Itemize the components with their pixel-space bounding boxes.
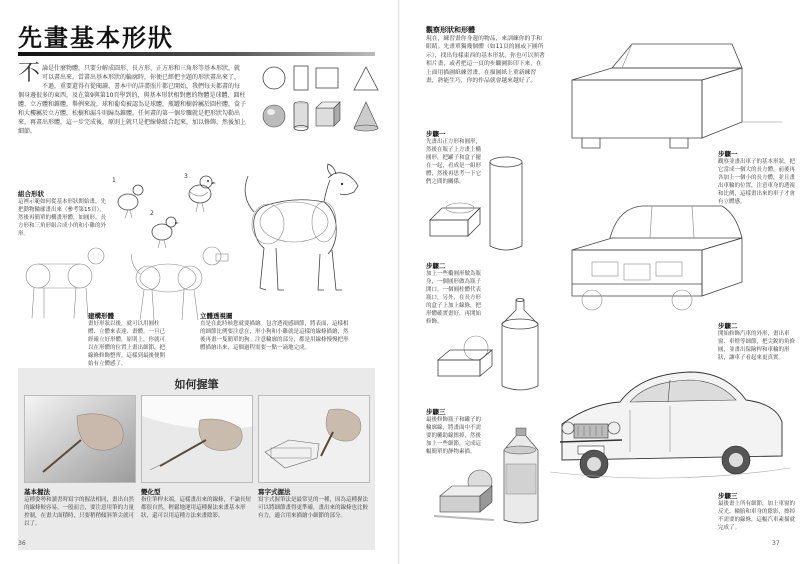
perspective-heading: 立體透視圖 bbox=[200, 312, 233, 320]
circle-shape bbox=[263, 67, 285, 89]
car-step-1-heading: 步驟一 bbox=[718, 150, 738, 158]
dog-perspective-drawing bbox=[232, 160, 372, 310]
svg-text:3: 3 bbox=[184, 173, 188, 180]
drop-cap: 不 bbox=[18, 61, 41, 86]
grip-basic-text: 這種姿勢和讀書時寫字的握法相同，畫出自然的線條較容易。一般而言，要注意用筆的力量控制，在畫大面積時，只要稍稍傾斜筆尖就可以了。 bbox=[24, 497, 135, 527]
combine-shapes-caption bbox=[18, 190, 106, 238]
grip-basic-heading: 基本握法 bbox=[24, 488, 50, 496]
chick-step-3 bbox=[189, 176, 216, 212]
car-step-2-heading: 步驟二 bbox=[718, 322, 738, 330]
grip-variation-heading: 變化型 bbox=[141, 488, 161, 496]
dog-shapes-sketch bbox=[26, 248, 104, 318]
car-step-3-heading: 步驟三 bbox=[718, 492, 738, 500]
still-life-step-3-drawing bbox=[420, 420, 545, 530]
page-number-left: 36 bbox=[18, 540, 26, 547]
car-step-1-caption bbox=[718, 150, 798, 206]
still-life-step-2-drawing bbox=[420, 290, 545, 400]
dog-forms-sketch bbox=[132, 247, 228, 320]
intro-paragraph bbox=[18, 61, 247, 136]
cylinder-form bbox=[294, 102, 308, 131]
car-step-1-text: 觀察並畫出車子的基本形狀，把它當成一個大的長方體，前後再各加上一個小的長方體，並且畫出車輪的位置，注意車身的透視和比例，這樣畫出來的車子才會有立體感。 bbox=[718, 159, 796, 205]
page-number-right: 37 bbox=[772, 540, 780, 547]
right-page bbox=[400, 0, 800, 564]
observe-heading: 觀察形狀和形體 bbox=[426, 26, 475, 34]
still-life-step-1-drawing bbox=[420, 150, 545, 260]
rectangle-shape bbox=[294, 66, 308, 90]
combine-shapes-text: 這裡示範如何從基本形狀開始畫，先把動物輪廓畫出來（參考第15頁），然後再簡單的構畫形體，如圓形、長方形和三角形組合成小的和小雞的外形。 bbox=[18, 199, 107, 237]
grip-writing-text: 寫字式握筆法是最常見的一種，因為這種握法可以將細節畫得更準確，畫出來的線條也比較有力，適合用來描繪小細節的部分。 bbox=[258, 497, 369, 519]
still-life-step-2-heading: 步驟二 bbox=[426, 262, 446, 270]
svg-text:1: 1 bbox=[112, 177, 116, 184]
still-life-step-1-heading: 步驟一 bbox=[426, 130, 446, 138]
pencil-grip-box bbox=[18, 368, 375, 550]
cube-form bbox=[316, 102, 340, 126]
construct-forms-caption bbox=[88, 312, 168, 368]
grip-basic-caption bbox=[24, 488, 136, 528]
svg-text:2: 2 bbox=[150, 210, 154, 217]
car-step-3-drawing bbox=[550, 360, 790, 500]
triangle-shape bbox=[354, 67, 378, 90]
page-title: 先畫基本形狀 bbox=[18, 24, 174, 52]
cone-form bbox=[354, 102, 378, 131]
grip-photo-variation bbox=[141, 395, 253, 483]
still-life-step-3-heading: 步驟三 bbox=[426, 408, 446, 416]
grip-photo-writing bbox=[258, 395, 370, 483]
grip-writing-heading: 寫字式握法 bbox=[258, 488, 291, 496]
grip-variation-caption bbox=[141, 488, 253, 520]
basic-shapes-illustration bbox=[258, 64, 378, 144]
still-life-step-2-text: 加上一些橢圓形做為瓶身，一個圓形做為瓶子開口，一個圓柱體代表瓶口，另外，在長方形的盒子上加上線條，把形體確實畫好，再開始修飾。 bbox=[426, 271, 482, 325]
car-step-3-caption bbox=[718, 492, 798, 532]
grip-writing-caption bbox=[258, 488, 370, 520]
car-step-2-caption bbox=[718, 322, 798, 362]
perspective-caption bbox=[200, 312, 350, 352]
car-step-3-text: 最後畫上所有細節，加上車窗的反光、輪胎和車身的陰影，擦掉不需要的線條，這幅汽車素描就完成了。 bbox=[718, 501, 796, 531]
construct-forms-heading: 建構形體 bbox=[88, 312, 114, 320]
square-shape bbox=[316, 68, 338, 88]
sphere-form bbox=[263, 105, 285, 127]
title-underline bbox=[18, 52, 375, 56]
observe-text: 現在，練習畫你身邊的物品，來訓練你的手和眼睛。先畫單獨幾個體（如11頁的圓或下圖所示），找出每樣東西的基本形狀。你也可以照著相片畫，或者把這一頁的步驟圖影印下來，在上面用描圖紙練習畫，在描圖紙上重新練習畫，熟能生巧，你的作品就會越來越好了。 bbox=[426, 35, 545, 84]
construct-forms-text: 畫好形狀以後，就可以用圓柱體、立體來表達、畫體。一旦已經確立好形體，原則上，你就可以在形體的位置上畫出細節，把線條修飾整齊，這樣到最後便開始有立體感了。 bbox=[88, 321, 166, 367]
still-life-step-1-text: 先畫出正方形和圓形，然後在瓶子上方畫上橢圓形，把罐子和盒子擺在一起，看成是一組形體，然後再思考一下它們之間的關係。 bbox=[426, 139, 482, 185]
chick-step-1 bbox=[118, 185, 143, 218]
still-life-step-3-text: 最後修飾瓶子和罐子的輪廓線，將畫面中不需要的輔助線擦掉，然後加上一些細節，完成這幅簡單的靜物素描。 bbox=[426, 417, 482, 455]
car-step-2-text: 開始修飾汽車的外形，畫出車窗、車燈等細節，把尖銳的角修圓，並畫出保險桿和車輪的形狀，讓車子看起來更真實。 bbox=[718, 331, 796, 361]
grip-variation-text: 指住筆桿末端，這樣畫出來的線條，不論長短都很自然，輕鬆地運用這種握法來畫基本形狀，還可以用這種方法來畫陰影。 bbox=[141, 497, 252, 519]
car-step-2-drawing bbox=[552, 200, 784, 330]
observe-section bbox=[426, 26, 546, 86]
intro-text: 論是什麼物體，只要分解成圓形、長方形、正方形和三角形等基本形狀，就可以畫出來。當畫出基本形狀的輪廓時，你便已經把主題的形狀畫出來了，不過，重要還得有從閱讀、書本中的詳盡照片都已開始，我們每天都畫的每個身邊很多的東西，及在第9與第10頁學到的，與基本形狀相對應的物體是球體、圓柱體、立方體和錐體。舉例來說，球和葡萄被認為是球體，瓶罐和樹幹屬於圓柱體，盒子和大樓屬於立方體，松樹和漏斗則歸為錐體。任何畫的第一個步驟就是把形狀勾勒出來，再畫出形體，這一步完成後，原則上就只是把線條組合起來，加以修飾，然後加上細節。 bbox=[18, 65, 247, 135]
grip-photo-basic bbox=[24, 395, 136, 483]
combine-shapes-heading: 組合形狀 bbox=[18, 190, 44, 198]
pencil-grip-title: 如何握筆 bbox=[174, 378, 219, 391]
perspective-text: 直是在此時候您就要描繪。包含透視感細節，將表面，這樣相的細節比例要注意在，形小狗和小雞就是這樣的線條描繪，然後再畫一隻簡單的狗。注意輪廓的部分，都是用線條慢慢把形體描繪出來，這個過程需要一點一滴地完成。 bbox=[200, 321, 349, 351]
